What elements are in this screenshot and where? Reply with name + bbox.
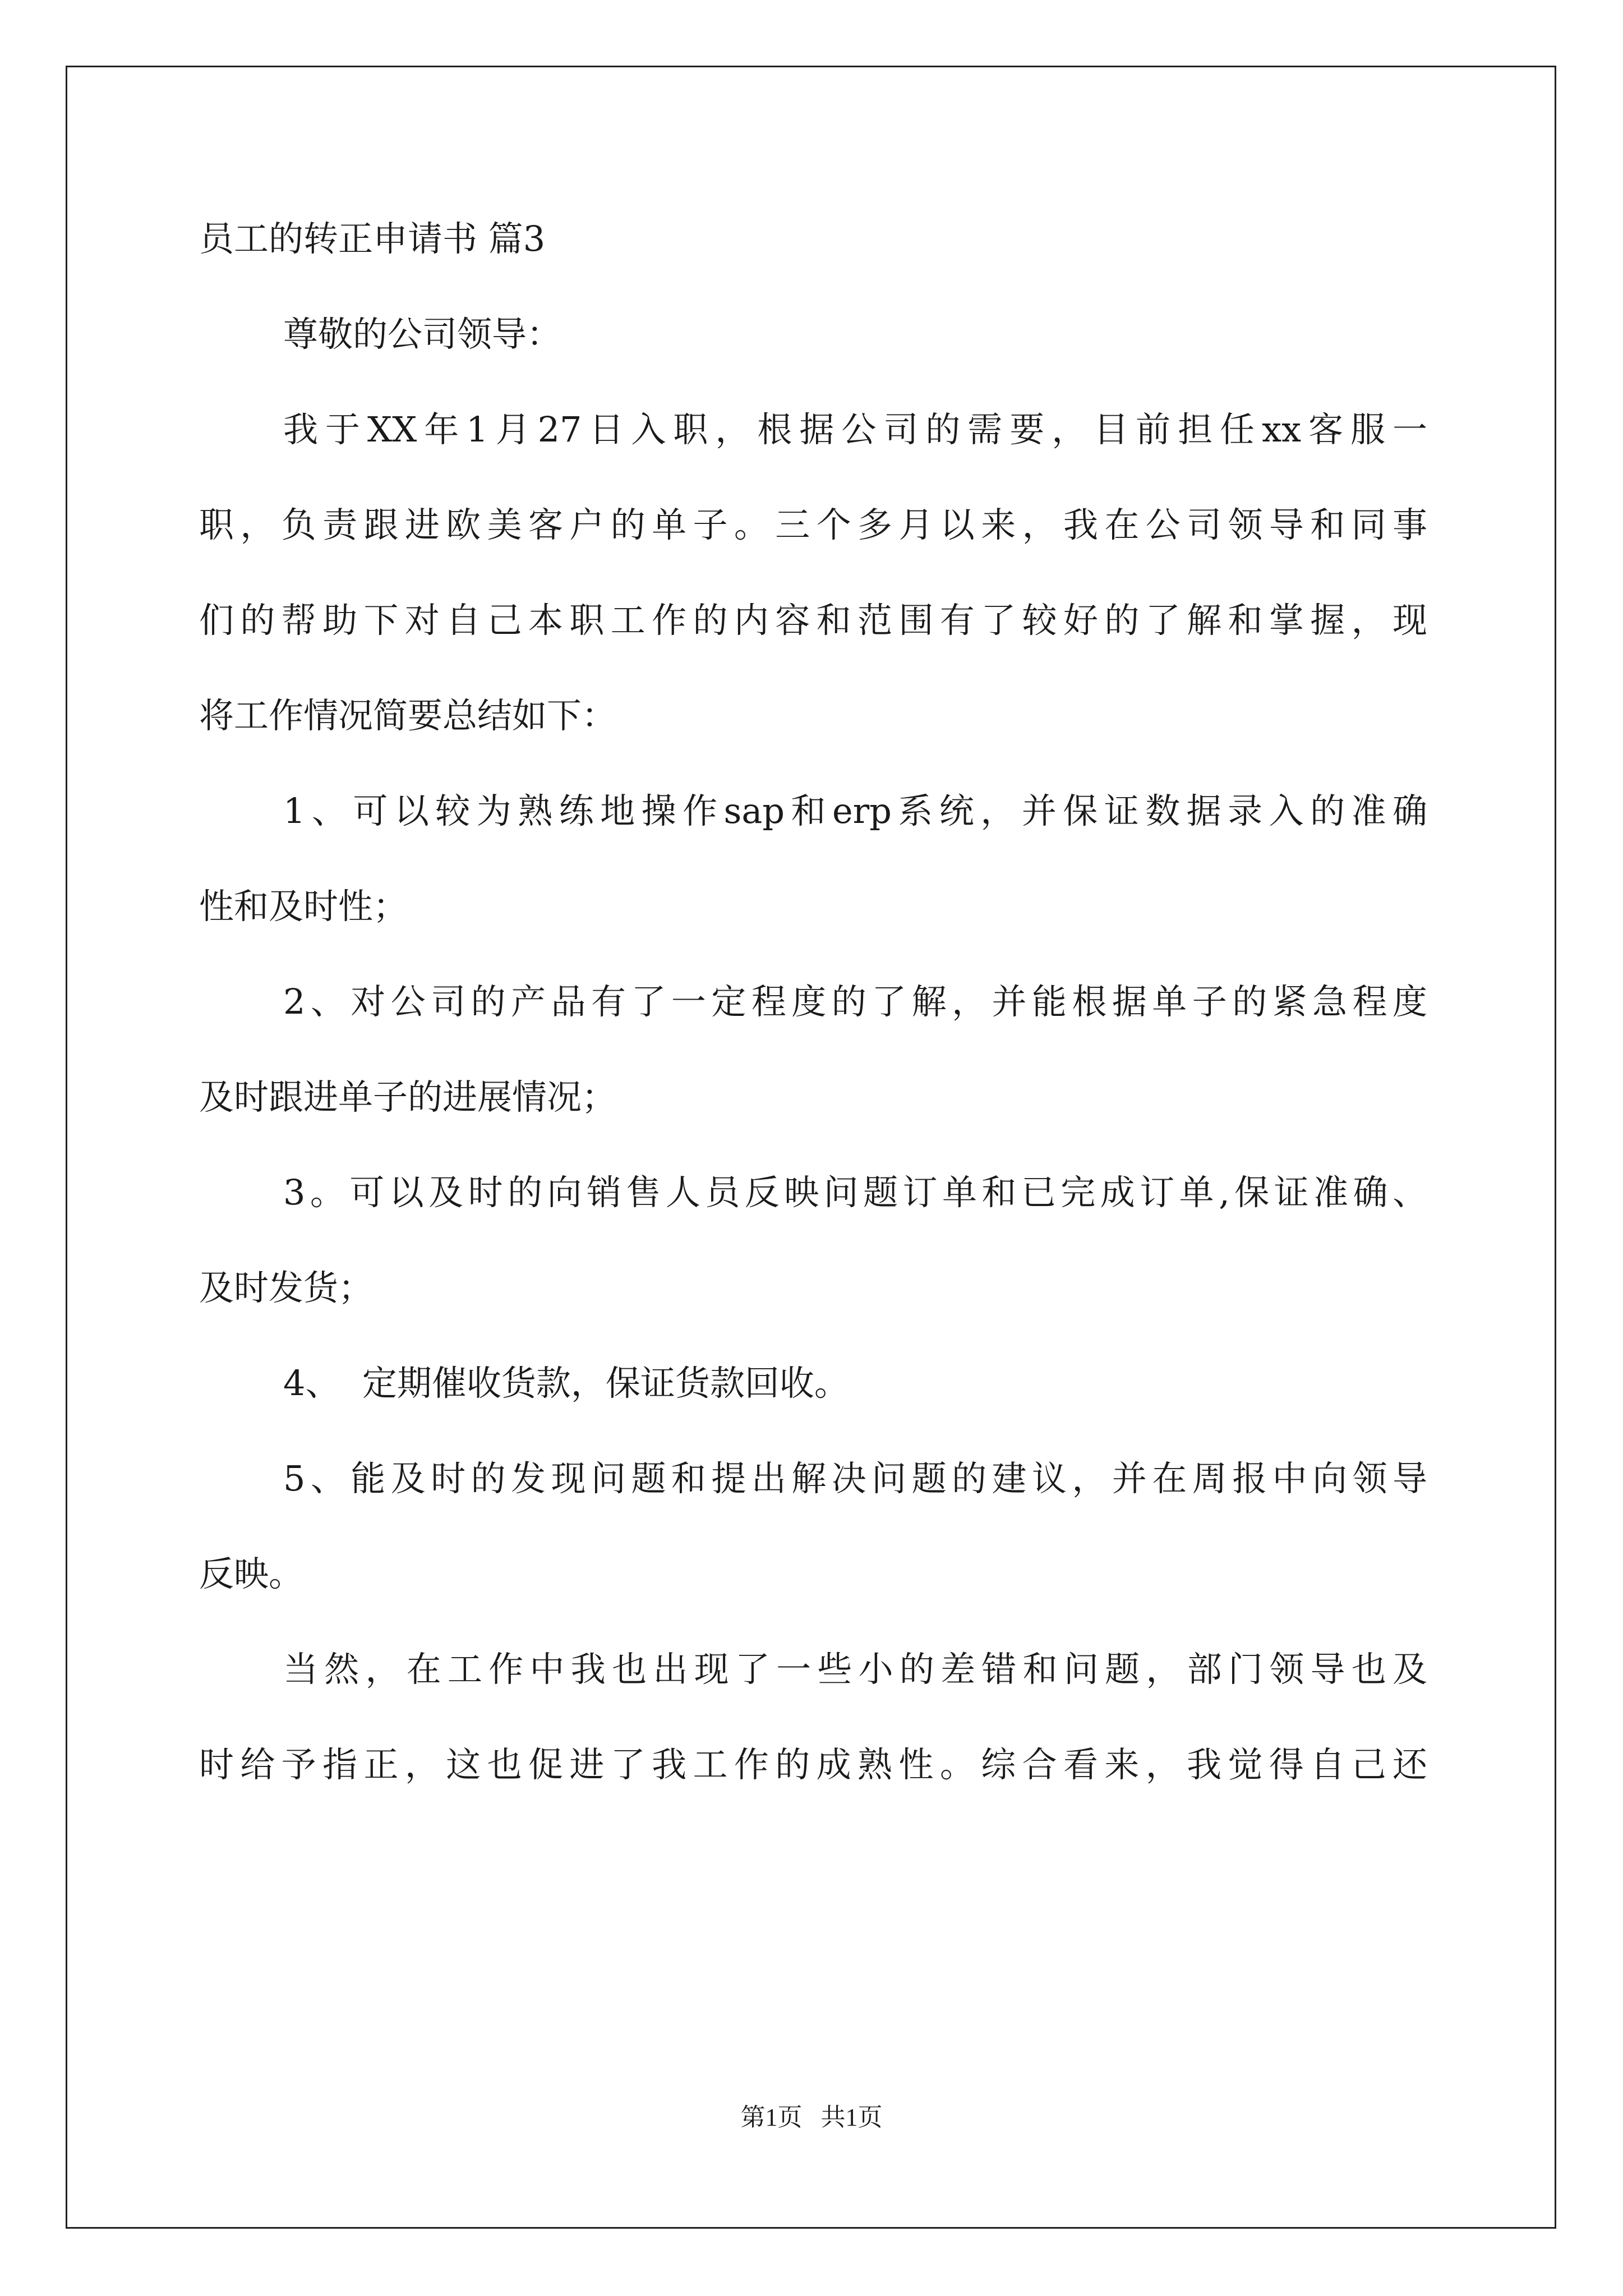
- page-border: [66, 66, 1556, 2229]
- paragraph-line: 职，负责跟进欧美客户的单子。三个多月以来，我在公司领导和同事: [199, 504, 1427, 545]
- document-title: 员工的转正申请书 篇3: [199, 218, 546, 259]
- list-item-line: 5、能及时的发现问题和提出解决问题的建议，并在周报中向领导: [283, 1458, 1427, 1499]
- page-footer: 第1页 共1页: [740, 2104, 883, 2131]
- list-item-line: 及时跟进单子的进展情况；: [199, 1076, 617, 1117]
- list-item-line: 性和及时性；: [199, 886, 408, 927]
- paragraph-line: 将工作情况简要总结如下：: [199, 695, 617, 736]
- paragraph-line: 当然，在工作中我也出现了一些小的差错和问题，部门领导也及: [283, 1649, 1427, 1690]
- paragraph-line: 我于XX年1月27日入职，根据公司的需要，目前担任xx客服一: [283, 409, 1427, 450]
- list-item-line: 3。可以及时的向销售人员反映问题订单和已完成订单,保证准确、: [283, 1172, 1427, 1213]
- list-item-line: 1、可以较为熟练地操作sap和erp系统，并保证数据录入的准确: [283, 790, 1427, 831]
- list-item-line: 反映。: [199, 1553, 304, 1594]
- list-item-line: 及时发货；: [199, 1267, 374, 1308]
- list-item-line: 4、 定期催收货款，保证货款回收。: [283, 1363, 849, 1404]
- paragraph-line: 们的帮助下对自己本职工作的内容和范围有了较好的了解和掌握，现: [199, 600, 1427, 641]
- list-item-line: 2、对公司的产品有了一定程度的了解，并能根据单子的紧急程度: [283, 981, 1427, 1022]
- salutation: 尊敬的公司领导：: [283, 314, 562, 355]
- paragraph-line: 时给予指正，这也促进了我工作的成熟性。综合看来，我觉得自己还: [199, 1744, 1427, 1785]
